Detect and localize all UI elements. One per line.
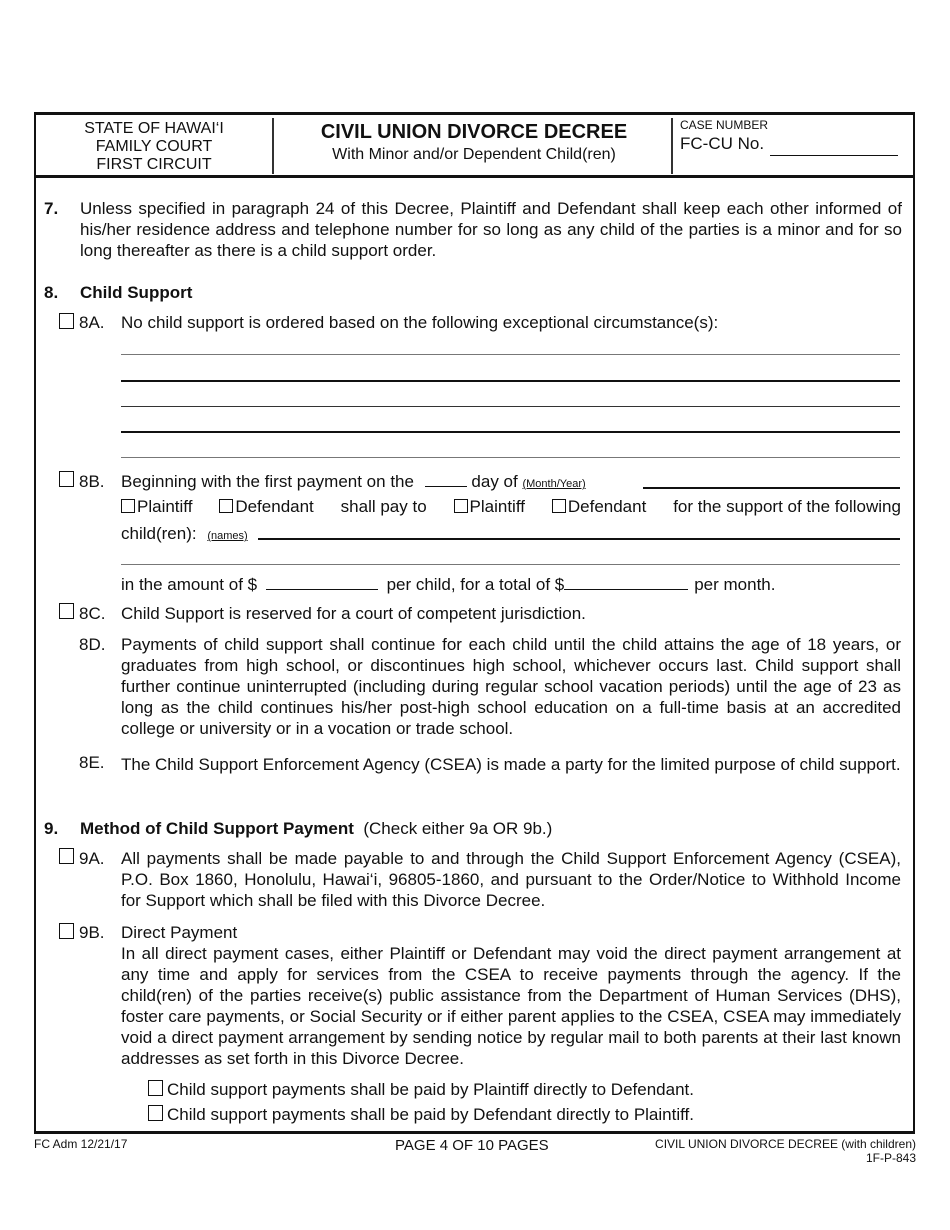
per-child-text: per child, for a total of $ <box>386 575 565 594</box>
shall-pay-to-text: shall pay to <box>340 497 427 516</box>
document-title-block <box>276 115 672 175</box>
checkbox-payee-defendant[interactable] <box>552 499 566 513</box>
circumstances-line-1[interactable] <box>121 354 900 355</box>
court-name-block <box>36 115 272 175</box>
payee-plaintiff-label: Plaintiff <box>469 497 525 516</box>
item-9b-heading: Direct Payment <box>121 923 238 942</box>
form-header <box>36 115 913 175</box>
checkbox-payee-plaintiff[interactable] <box>454 499 468 513</box>
checkbox-9b[interactable] <box>59 923 74 939</box>
item-8b-amount-line <box>121 574 775 595</box>
amount-per-child-field[interactable] <box>266 575 378 590</box>
item-8b-line-1 <box>121 471 901 495</box>
children-names-field-2[interactable] <box>121 564 900 565</box>
per-month-text: per month. <box>694 575 776 594</box>
option-plaintiff-pays-defendant: Child support payments shall be paid by Plaintiff directly to Defendant. <box>167 1080 694 1099</box>
item-8b-line-3 <box>121 523 248 547</box>
item-9b-text: In all direct payment cases, either Plaintiff or Defendant may void the direct payment arrangement at any time and apply for services from the CSEA to receive payments through the agency. If the child(ren) of the parties receive(s) public assistance from the Department of Human Services (DHS), foster care payments, or Social Security or if either parent applies to the CSEA, CSEA may immediately void a direct payment arrangement by sending notice by regular mail to both parents at their last known addresses as set forth in this Divorce Decree. <box>121 944 901 1068</box>
total-amount-field[interactable] <box>564 575 688 590</box>
item-9a-text: All payments shall be made payable to and through the Child Support Enforcement Agency (CSEA), P.O. Box 1860, Honolulu, Hawai‘i, 96805-1860, and pursuant to the Order/Notice to Withhold Income for Support which shall be filed with this Divorce Decree. <box>121 849 901 910</box>
court-circuit: FIRST CIRCUIT <box>96 156 212 173</box>
item-8b-line-2 <box>121 496 901 517</box>
item-8e-label: 8E. <box>79 753 105 772</box>
checkbox-8c[interactable] <box>59 603 74 619</box>
court-type: FAMILY COURT <box>95 138 213 155</box>
form-revision: FC Adm 12/21/17 <box>34 1137 128 1151</box>
case-number-block <box>678 115 913 175</box>
checkbox-plaintiff-pays-defendant[interactable] <box>148 1080 163 1096</box>
item-8d-label: 8D. <box>79 635 106 654</box>
header-rule <box>34 175 915 178</box>
item-9a-label: 9A. <box>79 849 105 868</box>
checkbox-payer-defendant[interactable] <box>219 499 233 513</box>
section-9-heading: Method of Child Support Payment <box>80 819 354 838</box>
page-number: PAGE 4 OF 10 PAGES <box>395 1137 549 1154</box>
support-of-text: for the support of the following <box>673 497 901 516</box>
checkbox-9a[interactable] <box>59 848 74 864</box>
item-8d-text: Payments of child support shall continue for each child until the child attains the age of 18 years, or graduates from high school, or discontinues high school, whichever occurs last. Child support shall further continue uninterrupted (including during regular school vacation periods) until the age of 23 as long as the child continues his/her post-high school education on a full-time basis at an accredited college or university or in a vocation or trade school. <box>121 635 901 738</box>
children-names-field[interactable] <box>258 538 900 540</box>
names-hint: (names) <box>207 530 248 542</box>
day-of-text: day of <box>471 472 518 491</box>
section-7-text: Unless specified in paragraph 24 of this Decree, Plaintiff and Defendant shall keep each other informed of his/her residence address and telephone number for so long as any child of the parties is a minor and for so long thereafter as there is a child support order. <box>80 199 902 260</box>
checkbox-payer-plaintiff[interactable] <box>121 499 135 513</box>
payee-defendant-label: Defendant <box>567 497 647 516</box>
case-number-label: CASE NUMBER <box>680 118 769 132</box>
circumstances-line-3[interactable] <box>121 406 900 407</box>
footer-right <box>655 1137 916 1165</box>
circumstances-line-2[interactable] <box>121 380 900 382</box>
item-9b-label: 9B. <box>79 923 105 942</box>
section-7-number: 7. <box>44 199 59 218</box>
month-year-field[interactable] <box>643 487 900 489</box>
document-title: CIVIL UNION DIVORCE DECREE <box>320 121 628 143</box>
section-9-heading-line <box>80 818 552 839</box>
checkbox-defendant-pays-plaintiff[interactable] <box>148 1105 163 1121</box>
footer-form-code: 1F-P-843 <box>865 1151 916 1165</box>
header-divider <box>272 118 274 174</box>
circumstances-line-4[interactable] <box>121 431 900 433</box>
checkbox-8a[interactable] <box>59 313 74 329</box>
document-subtitle: With Minor and/or Dependent Child(ren) <box>332 146 616 163</box>
section-8-number: 8. <box>44 283 59 302</box>
payer-defendant-label: Defendant <box>235 497 314 516</box>
footer-form-title: CIVIL UNION DIVORCE DECREE (with children) <box>655 1137 916 1151</box>
section-9-number: 9. <box>44 819 59 838</box>
court-state: STATE OF HAWAI‘I <box>84 120 224 137</box>
item-8c-label: 8C. <box>79 604 106 623</box>
circumstances-line-5[interactable] <box>121 457 900 458</box>
payer-plaintiff-label: Plaintiff <box>137 497 193 516</box>
day-field[interactable] <box>425 472 467 487</box>
case-number-prefix: FC-CU No. <box>680 134 765 153</box>
month-year-hint: (Month/Year) <box>522 478 586 490</box>
item-8a-label: 8A. <box>79 313 105 332</box>
case-number-field[interactable] <box>770 139 898 156</box>
item-8a-text: No child support is ordered based on the following exceptional circumstance(s): <box>121 313 719 332</box>
item-8b-label: 8B. <box>79 472 105 491</box>
item-8c-text: Child Support is reserved for a court of competent jurisdiction. <box>121 604 586 623</box>
item-8e-text: The Child Support Enforcement Agency (CSEA) is made a party for the limited purpose of child support. <box>121 755 901 774</box>
section-8-heading: Child Support <box>80 283 193 302</box>
checkbox-8b[interactable] <box>59 471 74 487</box>
item-8b-begin-text: Beginning with the first payment on the <box>121 472 414 491</box>
header-divider <box>671 118 673 174</box>
section-9-note: (Check either 9a OR 9b.) <box>363 819 553 838</box>
option-defendant-pays-plaintiff: Child support payments shall be paid by Defendant directly to Plaintiff. <box>167 1105 694 1124</box>
children-label: child(ren): <box>121 524 197 543</box>
amount-prefix: in the amount of $ <box>121 575 258 594</box>
